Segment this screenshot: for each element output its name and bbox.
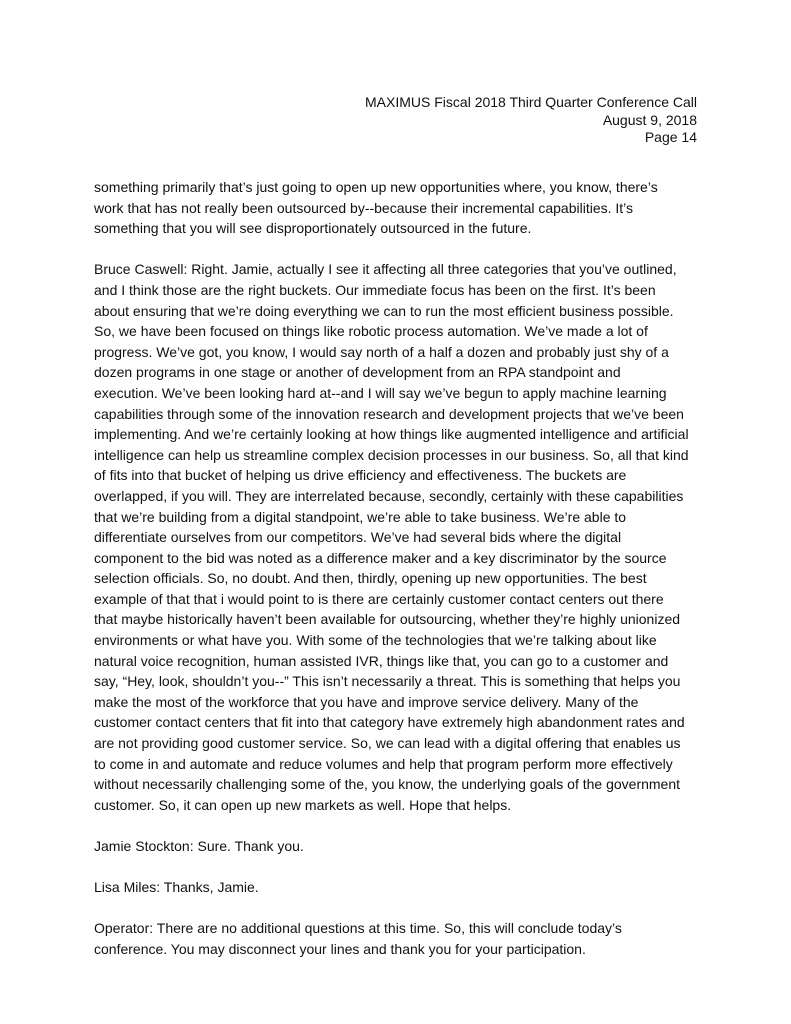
text-line: of fits into that bucket of helping us drive efficiency and effectiveness. The buckets are xyxy=(94,467,627,484)
text-line: to come in and automate and reduce volumes and help that program perform more effectively xyxy=(94,755,673,772)
text-line: something primarily that’s just going to open up new opportunities where, you know, there’s xyxy=(94,179,658,195)
text-line: without necessarily challenging some of the, you know, the underlying goals of the government xyxy=(94,776,681,793)
text-line: Lisa Miles: Thanks, Jamie. xyxy=(94,879,259,896)
text-line: something that you will see disproportionately outsourced in the future. xyxy=(94,220,532,237)
text-line: customer contact centers that fit into that category have extremely high abandonment rates and xyxy=(94,714,685,731)
paragraph-lisa-miles xyxy=(94,877,707,898)
text-line: implementing. And we’re certainly looking at how things like augmented intelligence and artificial xyxy=(94,426,689,443)
text-line: differentiate ourselves from our competitors. We’ve had several bids where the digital xyxy=(94,529,622,546)
text-line: make the most of the workforce that you have and improve service delivery. Many of the xyxy=(94,693,639,710)
transcript-body xyxy=(94,177,707,980)
text-line: are not providing good customer service. So, we can lead with a digital offering that enables us xyxy=(94,735,681,752)
header-page-number: Page 14 xyxy=(644,129,697,145)
text-line: component to the bid was noted as a difference maker and a key discriminator by the source xyxy=(94,549,667,566)
text-line: example of that that i would point to is there are certainly customer contact centers out there xyxy=(94,590,664,607)
text-line: work that has not really been outsourced by--because their incremental capabilities. It’s xyxy=(94,199,634,216)
text-line: execution. We’ve been looking hard at--and I will say we’ve begun to apply machine learning xyxy=(94,384,667,401)
header-date: August 9, 2018 xyxy=(602,111,697,128)
text-line: natural voice recognition, human assisted IVR, things like that, you can go to a customer and xyxy=(94,652,669,669)
text-line: say, “Hey, look, shouldn’t you--” This isn’t necessarily a threat. This is something that helps you xyxy=(94,673,681,690)
paragraph-bruce-caswell xyxy=(94,259,707,815)
text-line: conference. You may disconnect your lines and thank you for your participation. xyxy=(94,940,586,957)
paragraph-operator xyxy=(94,918,707,959)
text-line: about ensuring that we’re doing everything we can to run the most efficient business possible. xyxy=(94,302,674,319)
text-line: Operator: There are no additional questions at this time. So, this will conclude today’s xyxy=(94,920,622,937)
text-line: customer. So, it can open up new markets as well. Hope that helps. xyxy=(94,796,512,813)
text-line: selection officials. So, no doubt. And then, thirdly, opening up new opportunities. The best xyxy=(94,570,647,587)
text-line: So, we have been focused on things like robotic process automation. We’ve made a lot of xyxy=(94,323,648,340)
text-line: and I think those are the right buckets. Our immediate focus has been on the first. It’s been xyxy=(94,281,656,298)
text-line: Bruce Caswell: Right. Jamie, actually I see it affecting all three categories that you’ve outlined, xyxy=(94,261,677,278)
paragraph-jamie-stockton xyxy=(94,836,707,857)
text-line: overlapped, if you will. They are interrelated because, secondly, certainly with these capabilities xyxy=(94,487,684,504)
text-line: dozen programs in one stage or another of development from an RPA standpoint and xyxy=(94,364,621,381)
text-line: progress. We’ve got, you know, I would say north of a half a dozen and probably just shy of a xyxy=(94,343,669,360)
text-line: capabilities through some of the innovation research and development projects that we’ve been xyxy=(94,405,684,422)
text-line: that maybe historically haven’t been available for outsourcing, whether they’re highly unionized xyxy=(94,611,681,628)
page-header xyxy=(197,94,697,147)
text-line: environments or what have you. With some of the technologies that we’re talking about like xyxy=(94,632,657,649)
text-line: Jamie Stockton: Sure. Thank you. xyxy=(94,838,304,854)
header-title: MAXIMUS Fiscal 2018 Third Quarter Conference Call xyxy=(365,94,697,110)
paragraph-answer-continuation xyxy=(94,177,707,239)
text-line: intelligence can help us streamline complex decision processes in our business. So, all that kind xyxy=(94,446,689,463)
text-line: that we’re building from a digital standpoint, we’re able to take business. We’re able to xyxy=(94,508,627,525)
